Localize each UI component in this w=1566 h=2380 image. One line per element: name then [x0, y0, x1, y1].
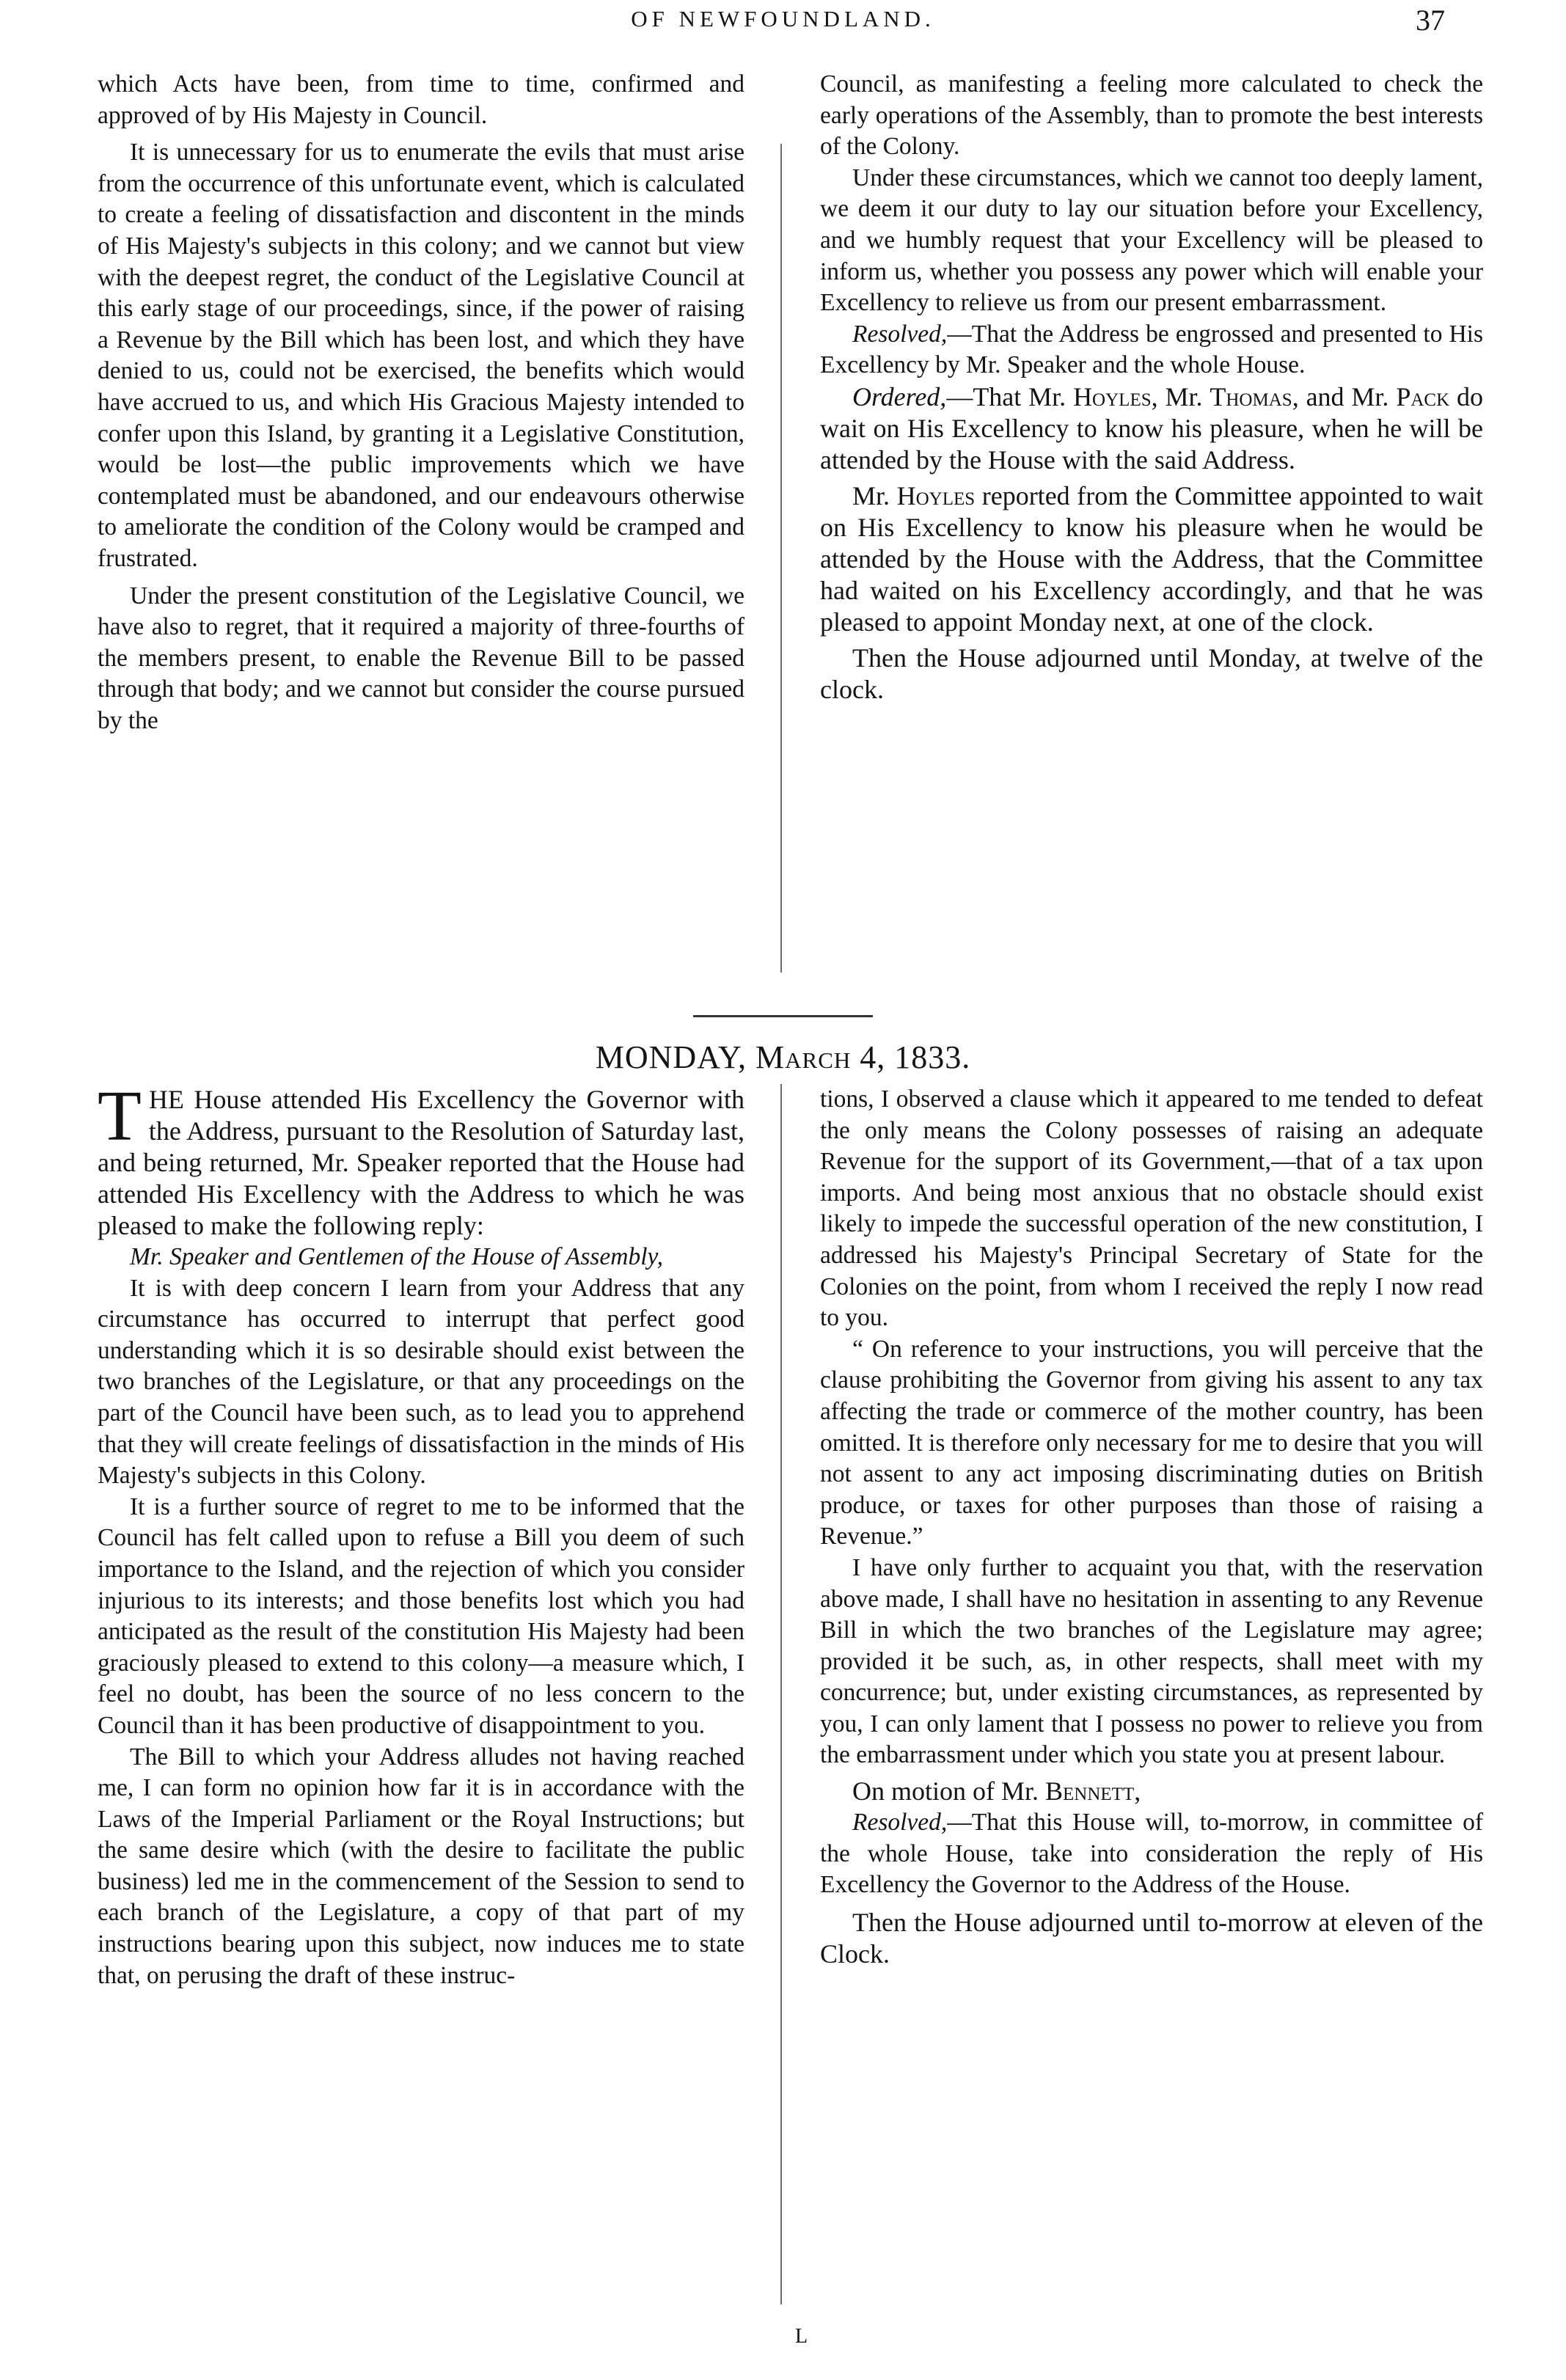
paragraph: Resolved,—That this House will, to-morrow, in committee of the whole House, take into consideration the reply of His Excellency the Governor to the Address of the House. [820, 1809, 1483, 1899]
paragraph: Then the House adjourned until Monday, at twelve of the clock. [820, 642, 1483, 704]
signature-mark: L [795, 2325, 808, 2348]
drop-cap: T [98, 1077, 142, 1156]
paragraph: Then the House adjourned until to-morrow at eleven of the Clock. [820, 1907, 1483, 1969]
bottom-left-column [98, 1077, 744, 1991]
salutation: Mr. Speaker and Gentlemen of the House of Assembly, [130, 1243, 663, 1270]
ordered-label: Ordered, [852, 381, 947, 411]
top-right-column [820, 69, 1483, 706]
resolved-label: Resolved, [852, 320, 948, 348]
paragraph: Resolved,—That the Address be engrossed and presented to His Excellency by Mr. Speaker and the whole House. [820, 320, 1483, 379]
paragraph: Mr. Hoyles reported from the Committee appointed to wait on His Excellency to know his pleasure when he would be attended by the House with the Address, that the Committee had waited on his Excellency accordingly, and that he was pleased to appoint Monday next, at one of the clock. [820, 480, 1483, 637]
paragraph: Council, as manifesting a feeling more calculated to check the early operations of the Assembly, than to promote the best interests of the Colony. [820, 70, 1483, 161]
resolved-label: Resolved, [852, 1809, 948, 1837]
bottom-right-column [820, 1084, 1483, 1970]
paragraph: THE House attended His Excellency the Governor with the Address, pursuant to the Resolution of Saturday last, and being returned, Mr. Speaker reported that the House had attended His Excellency with the Address to which he was pleased to make the following reply: [98, 1077, 744, 1240]
paragraph: which Acts have been, from time to time, confirmed and approved of by His Majesty in Council. [98, 70, 744, 129]
top-left-column [98, 69, 744, 736]
column-rule [780, 1084, 782, 2304]
paragraph: The Bill to which your Address alludes not having reached me, I can form no opinion how far it is in accordance with the Laws of the Imperial Parliament or the Royal Instructions; but the same desire which (with the desire to facilitate the public business) led me in the commencement of the Session to send to each branch of the Legislature, a copy of that part of my instructions bearing upon this subject, now induces me to state that, on perusing the draft of these instruc- [98, 1743, 744, 1989]
paragraph: Under these circumstances, which we cannot too deeply lament, we deem it our duty to lay our situation before your Excellency, and we humbly request that your Excellency will be pleased to inform us, whether you possess any power which will enable your Excellency to relieve us from our present embarrassment. [820, 164, 1483, 317]
section-divider [693, 1015, 873, 1017]
paragraph: tions, I observed a clause which it appeared to me tended to defeat the only means the Colony possesses of raising an adequate Revenue for the support of its Government,—that of a tax upon imports. And being most anxious that no obstacle should exist likely to impede the successful operation of the new constitution, I addressed his Majesty's Principal Secretary of State for the Colonies on the point, from whom I received the reply I now read to you. [820, 1085, 1483, 1332]
paragraph: Under the present constitution of the Legislative Council, we have also to regret, that it required a majority of three-fourths of the members present, to enable the Revenue Bill to be passed through that body; and we cannot but consider the course pursued by the [98, 582, 744, 734]
date-heading: MONDAY, March 4, 1833. [595, 1039, 971, 1075]
running-title: OF NEWFOUNDLAND. [631, 6, 935, 32]
paragraph: It is unnecessary for us to enumerate the evils that must arise from the occurrence of this unfortunate event, which is calculated to create a feeling of dissatisfaction and discontent in the minds of His Majesty's subjects in this colony; and we cannot but view with the deepest regret, the conduct of the Legislative Council at this early stage of our proceedings, since, if the power of raising a Revenue by the Bill which has been lost, and which they have denied to us, could not be exercised, the benefits which would have accrued to us, and which His Gracious Majesty intended to confer upon this Island, by granting it a Legislative Constitution, would be lost—the public improvements which we have contemplated must be abandoned, and our endeavours otherwise to ameliorate the condition of the Colony would be cramped and frustrated. [98, 139, 744, 572]
paragraph: On motion of Mr. Bennett, [852, 1776, 1141, 1806]
paragraph: “ On reference to your instructions, you will perceive that the clause prohibiting the Governor from giving his assent to any tax affecting the trade or commerce of the mother country, has been omitted. It is therefore only necessary for me to desire that you will not assent to any act imposing discriminating duties on British produce, or taxes for other purposes than those of raising a Revenue.” [820, 1335, 1483, 1550]
column-rule [780, 144, 782, 973]
paragraph: It is a further source of regret to me to be informed that the Council has felt called upon to refuse a Bill you deem of such importance to the Island, and the rejection of which you consider injurious to its interests; and those benefits lost which you had anticipated as the result of the constitution His Majesty had been graciously pleased to extend to this colony—a measure which, I feel no doubt, has been the source of no less concern to the Council than it has been productive of disappointment to you. [98, 1493, 744, 1739]
paragraph: Ordered,—That Mr. Hoyles, Mr. Thomas, and Mr. Pack do wait on His Excellency to know his pleasure, when he will be attended by the House with the said Address. [820, 381, 1484, 475]
paragraph: It is with deep concern I learn from your Address that any circumstance has occurred to interrupt that perfect good understanding which it is so desirable should exist between the two branches of the Legislature, or that any proceedings on the part of the Council have been such, as to lead you to apprehend that they will create feelings of dissatisfaction in the minds of His Majesty's subjects in this Colony. [98, 1274, 744, 1490]
page-number: 37 [1416, 4, 1445, 37]
paragraph: I have only further to acquaint you that, with the reservation above made, I shall have no hesitation in assenting to any Revenue Bill in which the two branches of the Legislature may agree; provided it be such, as, in other respects, shall meet with my concurrence; but, under existing circumstances, as represented by you, I can only lament that I possess no power to relieve you from the embarrassment under which you state you at present labour. [820, 1553, 1483, 1769]
